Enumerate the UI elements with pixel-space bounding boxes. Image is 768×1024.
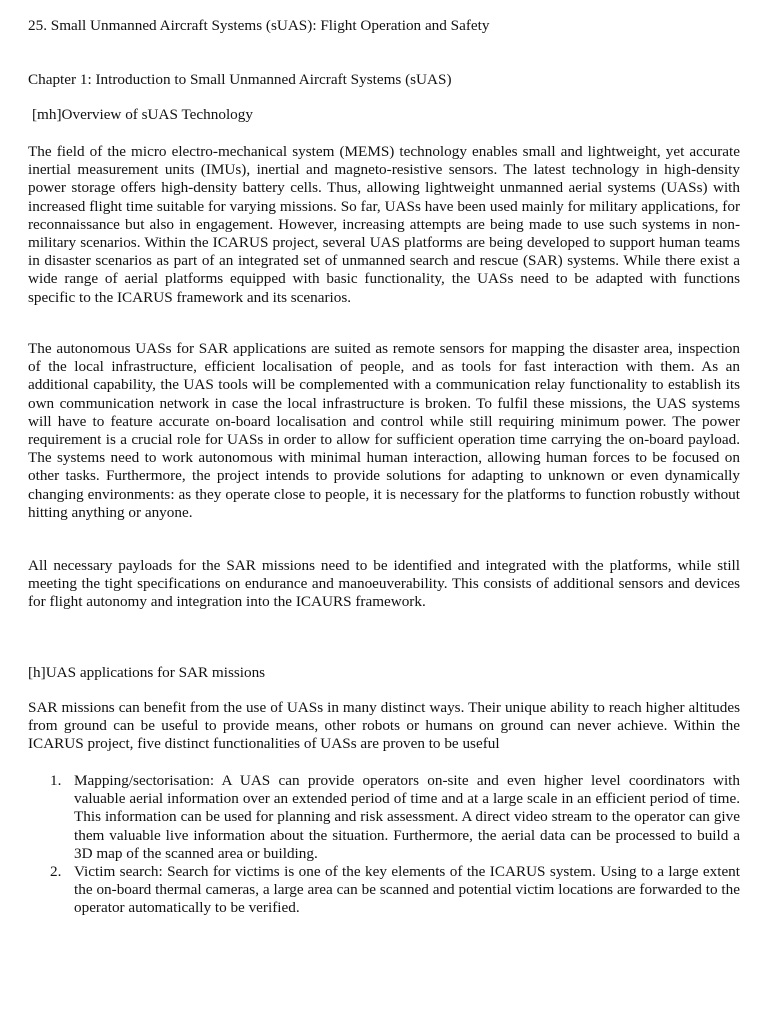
list-item-text: Victim search: Search for victims is one of the key elements of the ICARUS system. Using to a large extent the on-board thermal cameras, a large area can be scanned and potential victim locations are forwarded to the operator automatically to be verified. bbox=[74, 863, 740, 917]
paragraph-sar-intro: SAR missions can benefit from the use of UASs in many distinct ways. Their unique ability to reach higher altitudes from ground can be useful to provide means, other robots or humans on ground can never achieve. Within the ICARUS project, five distinct functionalities of UASs are proven to be useful bbox=[28, 699, 740, 753]
list-item-text: Mapping/sectorisation: A UAS can provide operators on-site and even higher level coordinators with valuable aerial information over an extended period of time and at a large scale in an efficient period of time. This information can be used for planning and risk assessment. A direct video stream to the operator can give them valuable live information about the situation. Furthermore, the aerial data can be processed to build a 3D map of the scanned area or building. bbox=[74, 772, 740, 862]
section-heading-overview: [mh]Overview of sUAS Technology bbox=[32, 106, 253, 123]
list-item bbox=[28, 863, 740, 918]
document-header: 25. Small Unmanned Aircraft Systems (sUAS): Flight Operation and Safety bbox=[28, 17, 490, 34]
paragraph-payloads: All necessary payloads for the SAR missions need to be identified and integrated with the platforms, while still meeting the tight specifications on endurance and manoeuverability. This consists of additional sensors and devices for flight autonomy and integration into the ICAURS framework. bbox=[28, 557, 740, 611]
chapter-title: Chapter 1: Introduction to Small Unmanned Aircraft Systems (sUAS) bbox=[28, 71, 452, 88]
section-heading-sar-applications: [h]UAS applications for SAR missions bbox=[28, 664, 266, 681]
list-item-number: 1. bbox=[50, 772, 62, 789]
functionality-list bbox=[28, 772, 740, 918]
paragraph-mems-technology: The field of the micro electro-mechanical system (MEMS) technology enables small and lightweight, yet accurate inertial measurement units (IMUs), inertial and magneto-resistive sensors. The latest technology in high-density power storage offers high-density battery cells. Thus, allowing lightweight unmanned aerial systems (UASs) with increased flight time suitable for varying missions. So far, UASs have been used mainly for military applications, for reconnaissance but also in engagement. However, increasing attempts are being made to use such systems in non-military scenarios. Within the ICARUS project, several UAS platforms are being developed to support human teams in disaster scenarios as part of an integrated set of unmanned search and rescue (SAR) systems. While there exist a wide range of aerial platforms equipped with basic functionality, the UASs need to be adapted with functions specific to the ICARUS framework and its scenarios. bbox=[28, 143, 740, 306]
list-item bbox=[28, 772, 740, 863]
document-page bbox=[28, 0, 740, 1024]
paragraph-autonomous-uas: The autonomous UASs for SAR applications are suited as remote sensors for mapping the disaster area, inspection of the local infrastructure, efficient localisation of people, and as tools for fast interaction with them. As an additional capability, the UAS tools will be complemented with a communication relay functionality to establish its own communication network in case the local infrastructure is broken. To fulfil these missions, the UAS systems will have to feature accurate on-board localisation and control while still requiring minimum power. The power requirement is a crucial role for UASs in order to allow for sufficient operation time carrying the on-board payload. The systems need to work autonomous with minimal human interaction, allowing human forces to be focused on other tasks. Furthermore, the project intends to provide solutions for adapting to unknown or even dynamically changing environments: as they operate close to people, it is necessary for the platforms to function robustly without hitting anything or anyone. bbox=[28, 340, 740, 521]
list-item-number: 2. bbox=[50, 863, 62, 881]
